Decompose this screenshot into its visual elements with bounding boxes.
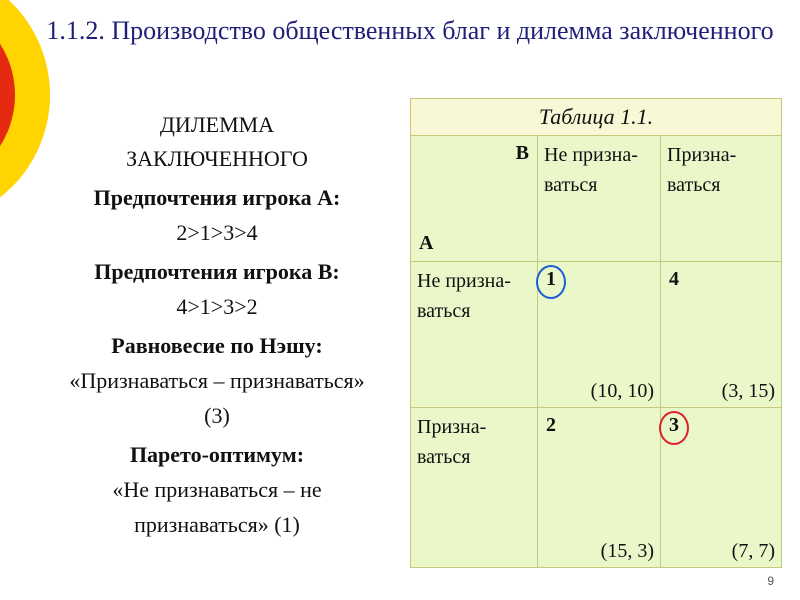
col-header-confess: [661, 136, 782, 262]
row-header-not-confess: [411, 262, 538, 408]
payoff-value: (15, 3): [600, 540, 654, 562]
nash-equilibrium-value: «Признаваться – признаваться» (3): [69, 368, 365, 428]
left-text-column: [22, 108, 412, 542]
col-header-label: Не призна-ваться: [544, 144, 638, 196]
dilemma-heading: ДИЛЕММА ЗАКЛЮЧЕННОГО: [126, 112, 308, 171]
payoff-value: (10, 10): [590, 380, 654, 402]
player-b-preferences-label: Предпочтения игрока В:: [94, 259, 340, 284]
outcome-number: 1: [546, 268, 556, 290]
row-header-label: Призна-ваться: [417, 416, 487, 468]
col-header-label: Призна-ваться: [667, 144, 737, 196]
nash-equilibrium-label: Равновесие по Нэшу:: [111, 333, 323, 358]
payoff-value: (7, 7): [731, 540, 775, 562]
pareto-optimum-label: Парето-оптимум:: [129, 442, 305, 467]
slide-title: 1.1.2. Производство общественных благ и дилемма заключенного: [46, 16, 774, 45]
corner-cell: [411, 136, 538, 262]
outcome-number: 4: [669, 268, 679, 290]
payoff-cell: [661, 262, 782, 408]
payoff-matrix-table: [410, 98, 782, 568]
player-a-preferences-label: Предпочтения игрока А:: [93, 185, 341, 210]
payoff-cell: [538, 408, 661, 568]
player-a-preferences-value: 2>1>3>4: [176, 220, 258, 245]
col-header-not-confess: [538, 136, 661, 262]
table-caption: Таблица 1.1.: [411, 99, 782, 136]
payoff-cell: [661, 408, 782, 568]
player-b-label: В: [515, 142, 529, 164]
row-header-confess: [411, 408, 538, 568]
outcome-number: 2: [546, 414, 556, 436]
outcome-number: 3: [669, 414, 679, 436]
pareto-optimum-value: «Не признаваться – не признаваться» (1): [112, 477, 322, 537]
page-number: 9: [767, 574, 774, 588]
player-b-preferences-value: 4>1>3>2: [176, 294, 258, 319]
row-header-label: Не призна-ваться: [417, 270, 511, 322]
payoff-cell: [538, 262, 661, 408]
payoff-value: (3, 15): [721, 380, 775, 402]
player-a-label: А: [419, 232, 434, 254]
